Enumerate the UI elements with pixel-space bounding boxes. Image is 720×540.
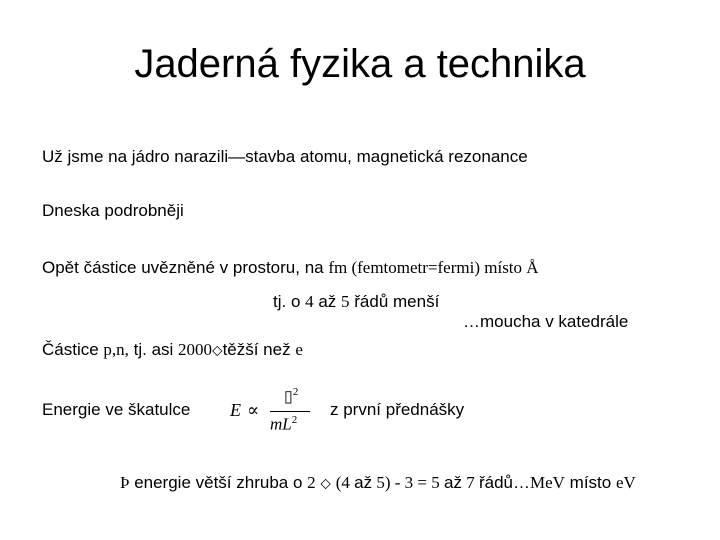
text-fragment: tj. asi (128, 340, 179, 359)
text-fragment: místo (564, 473, 616, 492)
text-fragment: Částice (42, 340, 104, 359)
unit-ev: eV (615, 473, 636, 492)
text-fragment: 5) - 3 = 5 (372, 473, 444, 492)
text-line-particles (42, 258, 539, 278)
text-line-atom: Už jsme na jádro narazili—stavba atomu, magnetická rezonance (42, 147, 528, 166)
text-fragment: (4 (335, 473, 355, 492)
text-line-conclusion (120, 473, 636, 493)
text-line-detail: Dneska podrobněji (42, 201, 184, 220)
unit-fm: fm (328, 258, 348, 277)
text-fragment: až (354, 473, 373, 492)
text-fragment: energie větší zhruba o (129, 473, 308, 492)
text-fragment: až (313, 292, 342, 311)
text-fragment: až (444, 473, 462, 492)
proportional-symbol: ∝ (247, 400, 260, 421)
formula-energy: E (230, 400, 241, 420)
denominator-text: mL (270, 414, 292, 434)
text-fragment: 7 (461, 473, 479, 492)
unit-angstrom: Å (526, 258, 539, 277)
slide-title: Jaderná fyzika a technika (134, 42, 586, 86)
electron-e: e (295, 340, 303, 359)
energy-formula (230, 384, 310, 444)
number-4: 4 (305, 292, 314, 311)
arrow-icon: ⬦ (212, 341, 223, 359)
unit-mev: MeV (530, 473, 565, 492)
fraction-bar (270, 411, 310, 412)
text-fragment: tj. o (273, 292, 306, 311)
text-line-mass (42, 340, 303, 360)
text-fragment: (femtometr=fermi) místo (347, 258, 527, 277)
number-2000: 2000 (178, 340, 213, 359)
implies-icon: Þ (120, 473, 130, 492)
text-line-lecture: z první přednášky (330, 400, 465, 419)
text-fragment: řádů menší (349, 292, 440, 311)
hbar-placeholder-icon: ▯ (284, 388, 293, 406)
particles-pn: p,n, (103, 340, 129, 359)
number-2: 2 (307, 473, 316, 492)
exponent: 2 (291, 414, 298, 426)
text-fragment: řádů… (478, 473, 530, 492)
formula-numerator (284, 386, 298, 406)
text-line-orders (273, 292, 439, 312)
text-fragment: těžší než (222, 340, 296, 359)
energy-box-label: Energie ve škatulce (42, 400, 191, 419)
exponent: 2 (292, 386, 299, 398)
text-fragment: Opět částice uvězněné v prostoru, na (42, 258, 329, 277)
number-5: 5 (341, 292, 350, 311)
arrow-icon: ⬦ (315, 474, 336, 492)
text-line-cathedral: …moucha v katedrále (463, 312, 629, 331)
formula-denominator (270, 414, 297, 435)
